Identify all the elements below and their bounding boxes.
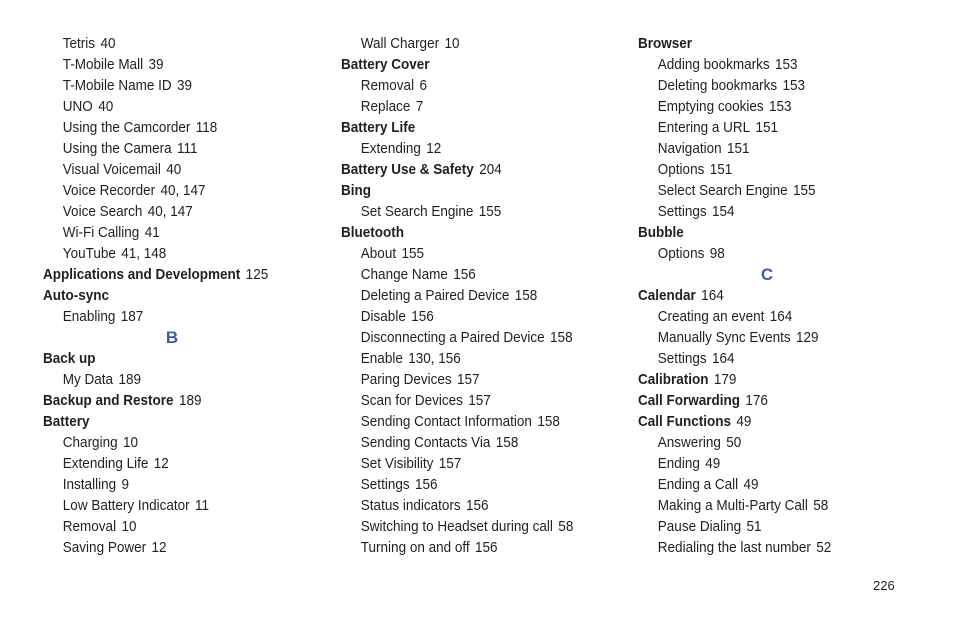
index-term: Applications and Development xyxy=(43,266,241,283)
index-sub-entry xyxy=(43,96,304,117)
index-page-refs: 49 xyxy=(736,413,752,430)
index-term: Adding bookmarks xyxy=(657,56,770,73)
index-sub-entry xyxy=(43,54,304,75)
index-page-refs: 164 xyxy=(701,287,724,304)
index-term: Using the Camera xyxy=(62,140,172,157)
index-page-refs: 153 xyxy=(769,98,792,115)
index-page-refs: 153 xyxy=(775,56,798,73)
index-term: Set Search Engine xyxy=(360,203,474,220)
index-sub-entry xyxy=(43,201,304,222)
index-page-refs: 158 xyxy=(550,329,573,346)
index-sub-entry xyxy=(638,306,899,327)
index-main-entry xyxy=(638,33,899,54)
index-sub-entry xyxy=(341,96,602,117)
index-page-refs: 10 xyxy=(121,518,137,535)
index-page-refs: 151 xyxy=(709,161,733,178)
index-term: My Data xyxy=(62,371,114,388)
index-page-refs: 179 xyxy=(713,371,737,388)
index-term: Ending xyxy=(657,455,700,472)
index-sub-entry xyxy=(43,75,304,96)
index-term: Creating an event xyxy=(657,308,765,325)
index-sub-entry xyxy=(638,348,899,369)
index-page-refs: 158 xyxy=(537,413,560,430)
index-main-entry xyxy=(638,369,899,390)
index-page-refs: 12 xyxy=(426,140,442,157)
index-page-refs: 189 xyxy=(178,392,202,409)
index-term: Extending xyxy=(360,140,421,157)
index-term: Call Functions xyxy=(638,413,732,430)
index-page-refs: 10 xyxy=(444,35,460,52)
index-term: Ending a Call xyxy=(657,476,739,493)
index-sub-entry xyxy=(341,243,602,264)
index-page-refs: 58 xyxy=(558,518,574,535)
index-term: Redialing the last number xyxy=(657,539,811,556)
index-page-refs: 151 xyxy=(755,119,779,136)
index-term: Enable xyxy=(360,350,403,367)
index-main-entry xyxy=(638,390,899,411)
index-page-refs: 12 xyxy=(151,539,167,556)
index-page-refs: 40, 147 xyxy=(147,203,193,220)
index-term: Saving Power xyxy=(62,539,147,556)
index-term: Calibration xyxy=(638,371,709,388)
index-term: Browser xyxy=(638,35,693,52)
index-sub-entry xyxy=(43,33,304,54)
index-sub-entry xyxy=(638,243,899,264)
index-sub-entry xyxy=(43,537,304,558)
index-term: Switching to Headset during call xyxy=(360,518,553,535)
index-main-entry xyxy=(341,180,602,201)
index-page-refs: 39 xyxy=(176,77,193,94)
index-term: Disable xyxy=(360,308,406,325)
index-main-entry xyxy=(43,411,304,432)
index-term: Battery Life xyxy=(341,119,416,136)
index-sub-entry xyxy=(638,327,899,348)
index-term: Settings xyxy=(360,476,410,493)
index-sub-entry xyxy=(638,54,899,75)
index-page-refs: 9 xyxy=(121,476,129,493)
index-term: Options xyxy=(657,161,705,178)
index-term: Turning on and off xyxy=(360,539,470,556)
index-page-refs: 151 xyxy=(727,140,750,157)
index-term: YouTube xyxy=(62,245,116,262)
index-term: Battery xyxy=(43,413,90,430)
index-page-refs: 40 xyxy=(100,35,116,52)
index-term: About xyxy=(360,245,397,262)
index-term: Removal xyxy=(62,518,117,535)
index-sub-entry xyxy=(43,369,304,390)
index-sub-entry xyxy=(638,117,899,138)
index-page-refs: 52 xyxy=(816,539,832,556)
index-term: Voice Search xyxy=(62,203,143,220)
index-main-entry xyxy=(341,117,602,138)
index-term: Calendar xyxy=(638,287,696,304)
index-term: Bubble xyxy=(638,224,684,241)
index-page-refs: 49 xyxy=(705,455,721,472)
index-sub-entry xyxy=(638,537,899,558)
index-page-refs: 155 xyxy=(401,245,425,262)
index-page-refs: 58 xyxy=(813,497,829,514)
index-main-entry xyxy=(638,222,899,243)
index-term: Sending Contact Information xyxy=(360,413,532,430)
index-page-refs: 118 xyxy=(195,119,218,136)
index-term: Charging xyxy=(62,434,118,451)
index-page-refs: 157 xyxy=(468,392,491,409)
index-sub-entry xyxy=(341,495,602,516)
index-term: Status indicators xyxy=(360,497,461,514)
index-page-refs: 204 xyxy=(479,161,502,178)
index-sub-entry xyxy=(43,495,304,516)
index-term: Settings xyxy=(657,350,707,367)
index-sub-entry xyxy=(43,516,304,537)
index-page-refs: 155 xyxy=(478,203,502,220)
index-page-refs: 40 xyxy=(98,98,114,115)
index-page-refs: 156 xyxy=(414,476,438,493)
index-page-refs: 153 xyxy=(782,77,806,94)
index-term: Settings xyxy=(657,203,707,220)
index-sub-entry xyxy=(341,201,602,222)
index-page-refs: 189 xyxy=(118,371,142,388)
index-page-refs: 41 xyxy=(144,224,160,241)
index-sub-entry xyxy=(638,138,899,159)
index-page-refs: 40 xyxy=(166,161,182,178)
index-page-refs: 50 xyxy=(726,434,742,451)
index-term: Wall Charger xyxy=(360,35,440,52)
index-term: Pause Dialing xyxy=(657,518,742,535)
index-sub-entry xyxy=(43,453,304,474)
section-letter: C xyxy=(760,265,774,284)
index-sub-entry xyxy=(638,96,899,117)
index-term: Scan for Devices xyxy=(360,392,463,409)
index-page-refs: 156 xyxy=(411,308,434,325)
index-sub-entry xyxy=(341,432,602,453)
index-sub-entry xyxy=(43,180,304,201)
index-page-refs: 157 xyxy=(438,455,462,472)
index-main-entry xyxy=(638,411,899,432)
index-page-refs: 156 xyxy=(466,497,489,514)
index-sub-entry xyxy=(638,159,899,180)
index-page-refs: 39 xyxy=(148,56,164,73)
index-sub-entry xyxy=(341,264,602,285)
index-page-refs: 187 xyxy=(120,308,144,325)
index-term: Disconnecting a Paired Device xyxy=(360,329,545,346)
index-column-2 xyxy=(341,33,631,558)
section-letter: B xyxy=(165,328,179,347)
index-term: Select Search Engine xyxy=(657,182,788,199)
index-sub-entry xyxy=(341,75,602,96)
index-page-refs: 158 xyxy=(514,287,538,304)
index-sub-entry xyxy=(43,117,304,138)
index-sub-entry xyxy=(341,285,602,306)
index-page-refs: 7 xyxy=(415,98,424,115)
index-page-refs: 154 xyxy=(711,203,735,220)
index-sub-entry xyxy=(341,516,602,537)
index-term: T-Mobile Name ID xyxy=(62,77,172,94)
index-main-entry xyxy=(43,390,304,411)
index-main-entry xyxy=(341,222,602,243)
index-page-refs: 176 xyxy=(745,392,768,409)
index-sub-entry xyxy=(638,75,899,96)
index-sub-entry xyxy=(341,453,602,474)
index-term: T-Mobile Mall xyxy=(62,56,144,73)
index-column-3 xyxy=(638,33,928,558)
index-main-entry xyxy=(341,159,602,180)
index-page-refs: 41, 148 xyxy=(121,245,167,262)
index-term: Backup and Restore xyxy=(43,392,174,409)
page-number: 226 xyxy=(873,578,895,593)
index-main-entry xyxy=(43,348,304,369)
index-column-1 xyxy=(43,33,333,558)
index-sub-entry xyxy=(341,411,602,432)
index-sub-entry xyxy=(43,159,304,180)
index-term: Extending Life xyxy=(62,455,149,472)
index-main-entry xyxy=(43,285,304,306)
index-page-refs: 6 xyxy=(419,77,427,94)
index-term: Battery Cover xyxy=(341,56,430,73)
index-page-refs: 10 xyxy=(122,434,139,451)
index-page-refs: 111 xyxy=(177,140,198,157)
index-sub-entry xyxy=(43,306,304,327)
index-page-refs: 40, 147 xyxy=(160,182,206,199)
index-sub-entry xyxy=(638,180,899,201)
index-sub-entry xyxy=(638,432,899,453)
index-term: Sending Contacts Via xyxy=(360,434,491,451)
index-term: Navigation xyxy=(657,140,722,157)
index-sub-entry xyxy=(638,495,899,516)
index-sub-entry xyxy=(43,138,304,159)
index-sub-entry xyxy=(43,432,304,453)
index-sub-entry xyxy=(43,222,304,243)
index-page-refs: 155 xyxy=(793,182,816,199)
index-term: Low Battery Indicator xyxy=(62,497,190,514)
index-term: Installing xyxy=(62,476,117,493)
index-page-refs: 130, 156 xyxy=(408,350,461,367)
index-term: Voice Recorder xyxy=(62,182,156,199)
index-page-refs: 164 xyxy=(711,350,735,367)
index-sub-entry xyxy=(638,516,899,537)
index-term: Wi-Fi Calling xyxy=(62,224,140,241)
index-term: Emptying cookies xyxy=(657,98,764,115)
index-page-refs: 129 xyxy=(796,329,819,346)
index-sub-entry xyxy=(638,453,899,474)
index-sub-entry xyxy=(341,138,602,159)
index-page-refs: 12 xyxy=(153,455,169,472)
index-page-refs: 11 xyxy=(195,497,210,514)
index-sub-entry xyxy=(638,201,899,222)
index-term: Deleting bookmarks xyxy=(657,77,778,94)
index-term: Call Forwarding xyxy=(638,392,741,409)
index-term: UNO xyxy=(62,98,93,115)
index-term: Answering xyxy=(657,434,721,451)
index-page-refs: 49 xyxy=(743,476,759,493)
index-sub-entry xyxy=(341,474,602,495)
index-sub-entry xyxy=(638,474,899,495)
index-page-refs: 125 xyxy=(245,266,269,283)
index-page-refs: 157 xyxy=(457,371,480,388)
index-term: Battery Use & Safety xyxy=(341,161,474,178)
index-term: Manually Sync Events xyxy=(657,329,791,346)
index-sub-entry xyxy=(341,537,602,558)
index-page-refs: 98 xyxy=(709,245,725,262)
index-term: Enabling xyxy=(62,308,116,325)
index-sub-entry xyxy=(341,369,602,390)
index-term: Bing xyxy=(341,182,371,199)
index-sub-entry xyxy=(43,474,304,495)
index-main-entry xyxy=(638,285,899,306)
index-sub-entry xyxy=(341,327,602,348)
index-term: Options xyxy=(657,245,705,262)
index-sub-entry xyxy=(43,243,304,264)
index-term: Change Name xyxy=(360,266,448,283)
index-term: Replace xyxy=(360,98,411,115)
index-page-refs: 51 xyxy=(746,518,762,535)
index-term: Set Visibility xyxy=(360,455,434,472)
index-term: Tetris xyxy=(62,35,96,52)
index-term: Paring Devices xyxy=(360,371,452,388)
index-page-refs: 156 xyxy=(475,539,498,556)
index-term: Bluetooth xyxy=(341,224,404,241)
index-page-refs: 158 xyxy=(495,434,519,451)
index-term: Removal xyxy=(360,77,415,94)
index-term: Using the Camcorder xyxy=(62,119,191,136)
index-sub-entry xyxy=(341,306,602,327)
index-main-entry xyxy=(43,264,304,285)
index-term: Entering a URL xyxy=(657,119,751,136)
index-main-entry xyxy=(341,54,602,75)
index-term: Back up xyxy=(43,350,96,367)
index-term: Deleting a Paired Device xyxy=(360,287,510,304)
index-sub-entry xyxy=(341,348,602,369)
index-term: Visual Voicemail xyxy=(62,161,161,178)
index-page-refs: 156 xyxy=(453,266,476,283)
index-page-refs: 164 xyxy=(769,308,793,325)
index-sub-entry xyxy=(341,390,602,411)
index-sub-entry xyxy=(341,33,602,54)
index-term: Making a Multi-Party Call xyxy=(657,497,808,514)
index-term: Auto-sync xyxy=(43,287,110,304)
